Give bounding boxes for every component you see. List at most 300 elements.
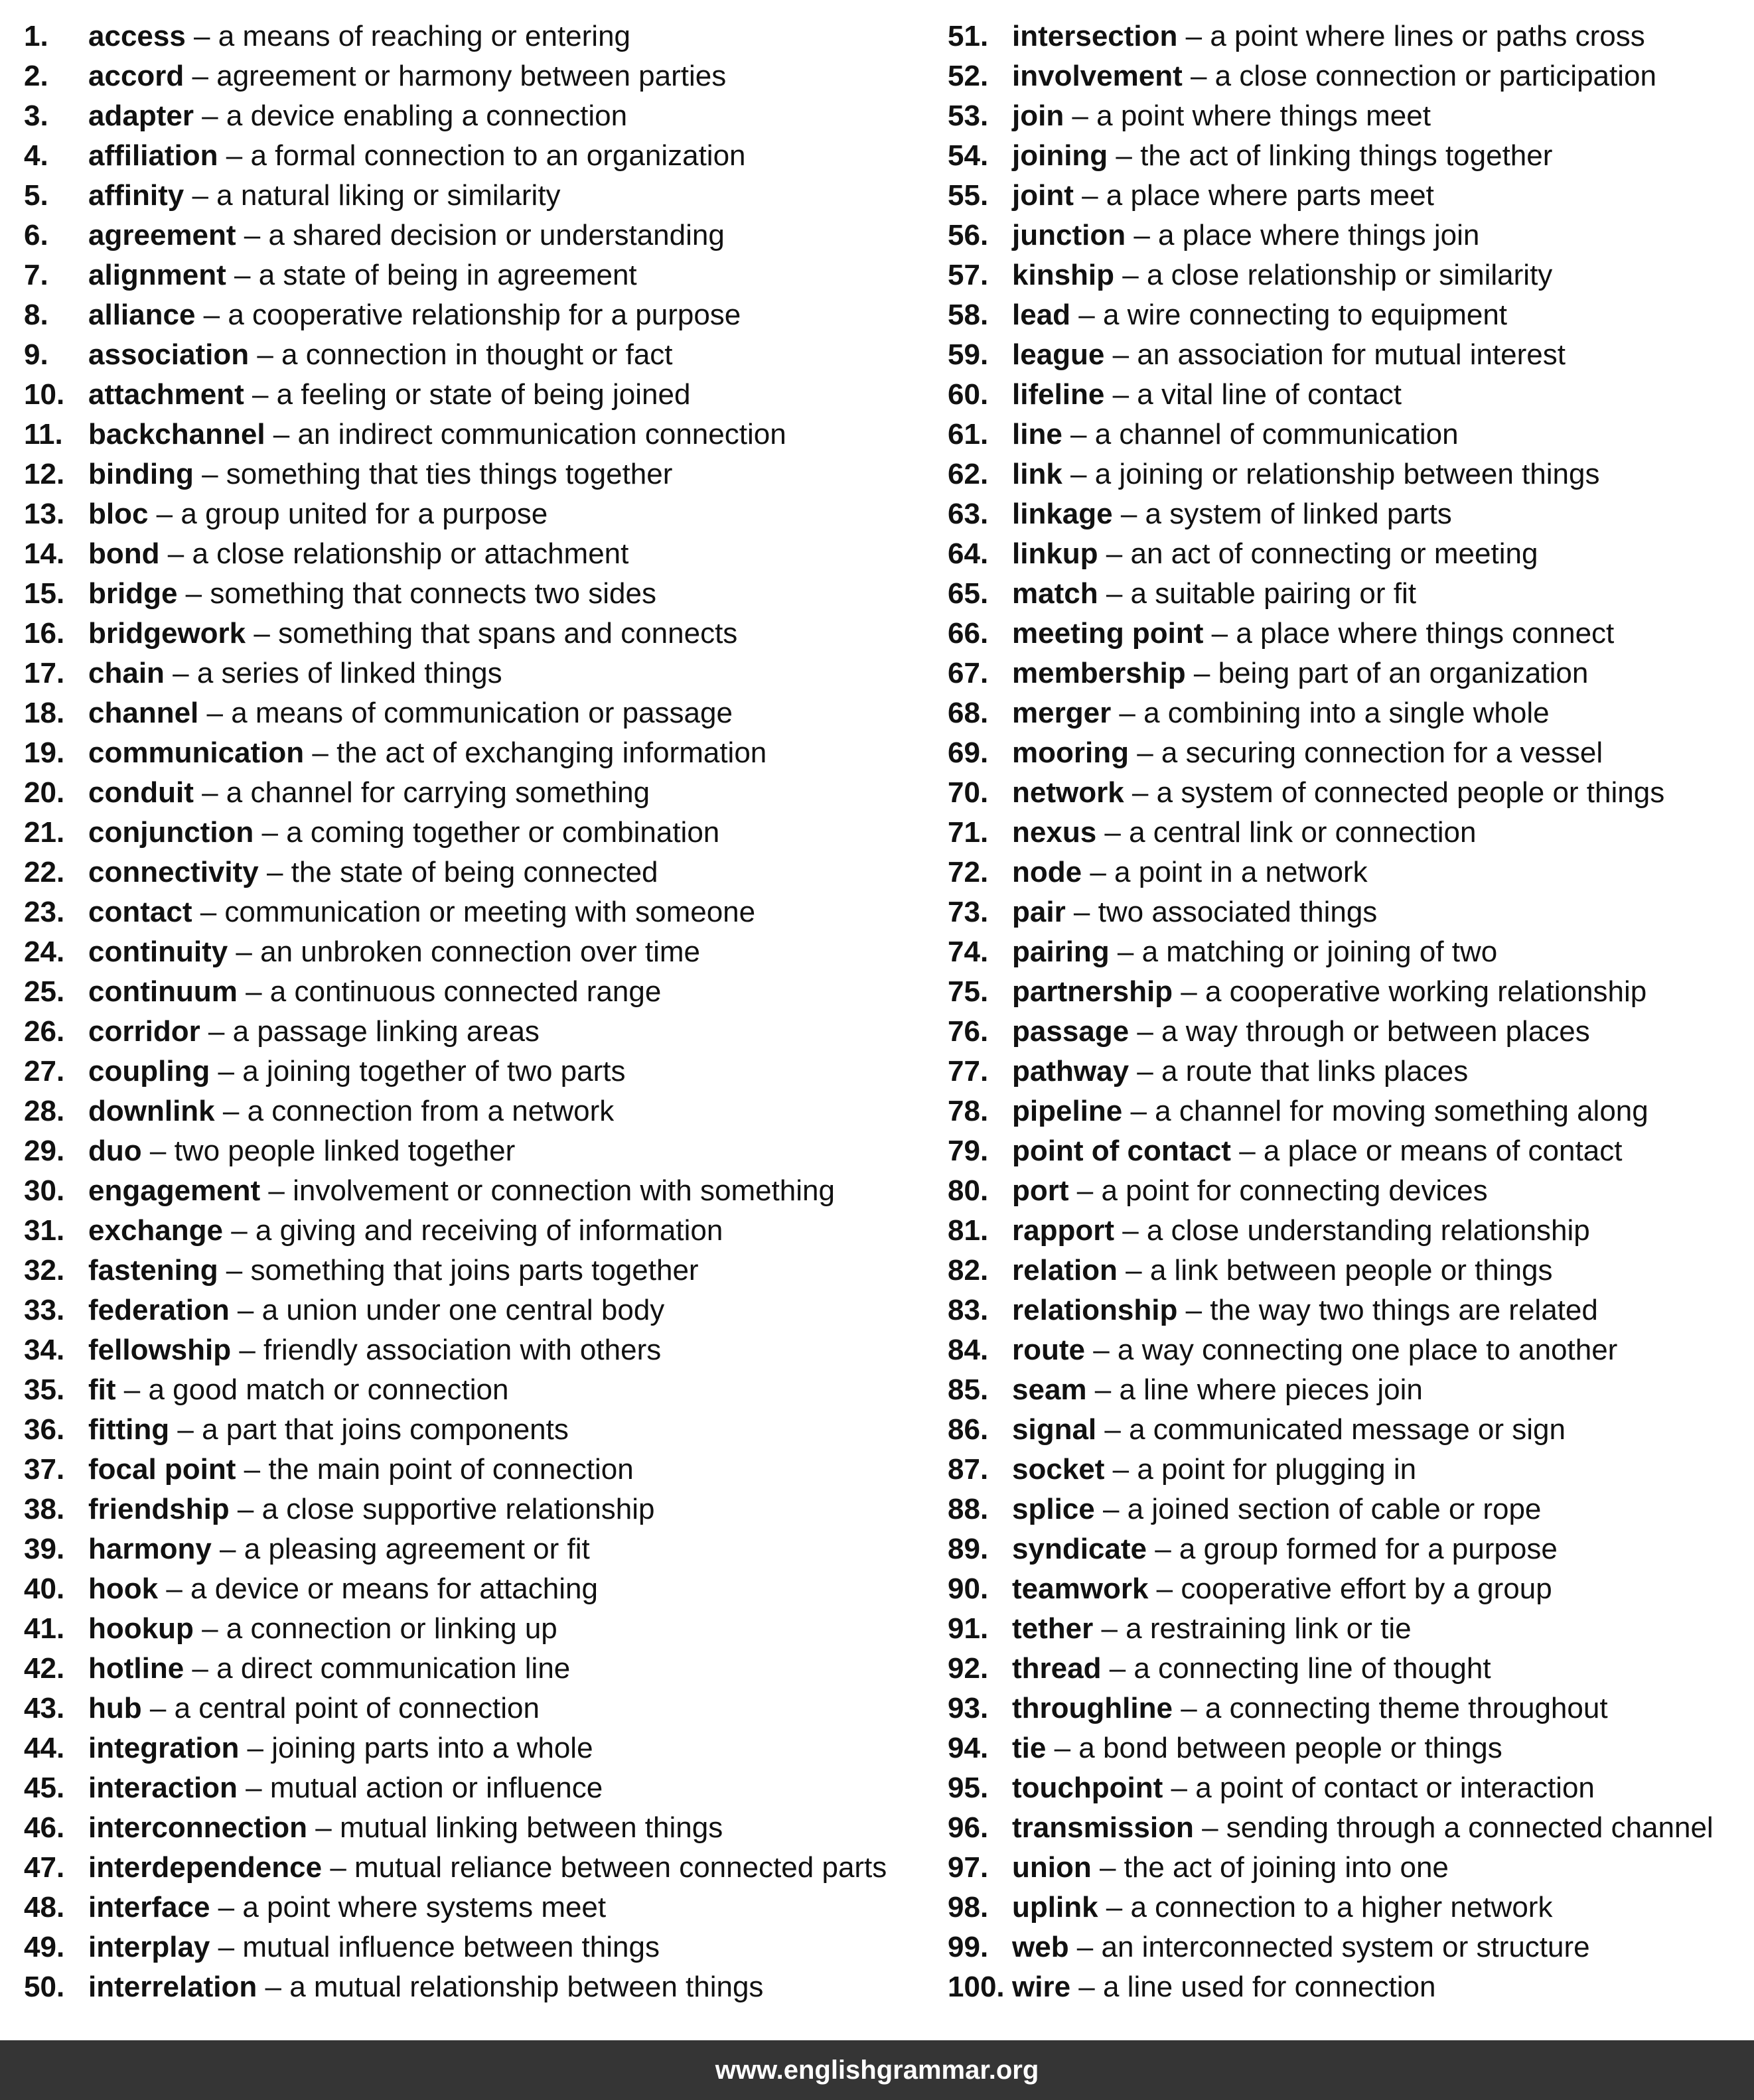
list-item <box>948 56 1754 96</box>
list-item <box>24 176 940 216</box>
item-term: affiliation <box>88 139 218 172</box>
item-separator: – <box>1230 1135 1264 1167</box>
item-term: lifeline <box>1012 378 1105 411</box>
item-separator: – <box>1112 498 1145 530</box>
item-number: 5. <box>24 179 48 212</box>
item-entry <box>1012 892 1377 932</box>
item-term: pair <box>1012 896 1066 928</box>
item-definition: a feeling or state of being joined <box>276 378 691 411</box>
list-item <box>24 1091 940 1131</box>
item-term: interplay <box>88 1931 210 1963</box>
item-separator: – <box>193 776 226 809</box>
list-item <box>948 136 1754 176</box>
item-separator: – <box>1091 1851 1124 1884</box>
item-number: 29. <box>24 1135 65 1167</box>
item-definition: a combining into a single whole <box>1143 697 1550 729</box>
item-separator: – <box>1104 378 1137 411</box>
item-number: 50. <box>24 1971 65 2003</box>
item-entry <box>88 534 628 574</box>
item-separator: – <box>1046 1732 1079 1764</box>
item-term: tether <box>1012 1612 1094 1645</box>
item-number: 81. <box>948 1214 989 1247</box>
list-item <box>24 1131 940 1171</box>
item-number: 97. <box>948 1851 989 1884</box>
item-entry <box>88 1131 515 1171</box>
item-term: binding <box>88 458 194 490</box>
item-separator: – <box>214 1095 248 1127</box>
item-separator: – <box>177 577 210 610</box>
item-term: harmony <box>88 1533 212 1565</box>
item-entry <box>1012 216 1479 255</box>
word-list-right-column <box>948 17 1754 2007</box>
item-entry <box>88 1490 655 1529</box>
item-term: uplink <box>1012 1891 1098 1924</box>
item-separator: – <box>1070 1971 1103 2003</box>
item-term: communication <box>88 736 305 769</box>
item-definition: mutual influence between things <box>242 1931 660 1963</box>
item-term: socket <box>1012 1453 1105 1486</box>
item-entry <box>1012 1888 1552 1927</box>
item-entry <box>88 375 690 415</box>
item-definition: two associated things <box>1098 896 1378 928</box>
item-entry <box>1012 1052 1468 1091</box>
item-separator: – <box>239 1732 272 1764</box>
item-term: contact <box>88 896 192 928</box>
list-item <box>948 1927 1754 1967</box>
item-number: 59. <box>948 338 989 371</box>
list-item <box>24 1888 940 1927</box>
list-item <box>24 1490 940 1529</box>
item-separator: – <box>193 458 226 490</box>
item-term: access <box>88 20 186 52</box>
item-definition: a way connecting one place to another <box>1117 1334 1618 1366</box>
item-definition: a close relationship or similarity <box>1146 259 1553 291</box>
list-item <box>24 1529 940 1569</box>
item-definition: a bond between people or things <box>1078 1732 1502 1764</box>
item-separator: – <box>185 20 218 52</box>
list-item <box>948 1490 1754 1529</box>
item-separator: – <box>304 736 337 769</box>
item-entry <box>88 96 627 136</box>
item-entry <box>88 335 673 375</box>
item-entry <box>1012 17 1645 56</box>
footer-banner <box>0 2040 1754 2100</box>
list-item <box>948 1091 1754 1131</box>
item-definition: a channel of communication <box>1094 418 1459 451</box>
item-entry <box>1012 375 1402 415</box>
item-term: interdependence <box>88 1851 323 1884</box>
item-number: 24. <box>24 936 65 968</box>
list-item <box>24 1052 940 1091</box>
item-definition: a connection in thought or fact <box>281 338 673 371</box>
item-number: 69. <box>948 736 989 769</box>
list-item <box>948 1211 1754 1251</box>
item-term: bond <box>88 537 160 570</box>
item-number: 54. <box>948 139 989 172</box>
item-number: 22. <box>24 856 65 888</box>
item-separator: – <box>1163 1772 1196 1804</box>
item-separator: – <box>115 1373 149 1406</box>
item-entry <box>1012 1171 1488 1211</box>
item-entry <box>1012 972 1646 1012</box>
item-entry <box>1012 136 1552 176</box>
item-entry <box>1012 335 1566 375</box>
item-definition: a system of connected people or things <box>1156 776 1665 809</box>
item-entry <box>88 1330 661 1370</box>
item-definition: a close supportive relationship <box>261 1493 655 1525</box>
item-number: 93. <box>948 1692 989 1724</box>
item-entry <box>88 176 561 216</box>
item-term: tie <box>1012 1732 1047 1764</box>
item-number: 57. <box>948 259 989 291</box>
item-separator: – <box>226 259 259 291</box>
item-definition: agreement or harmony between parties <box>216 60 727 92</box>
item-term: conduit <box>88 776 194 809</box>
item-number: 37. <box>24 1453 65 1486</box>
item-number: 11. <box>24 418 63 451</box>
list-item <box>24 1848 940 1888</box>
item-separator: – <box>1126 219 1159 251</box>
item-entry <box>88 1370 508 1410</box>
item-term: intersection <box>1012 20 1178 52</box>
item-separator: – <box>307 1811 340 1844</box>
item-term: teamwork <box>1012 1573 1149 1605</box>
item-separator: – <box>1073 179 1106 212</box>
list-item <box>948 534 1754 574</box>
item-number: 53. <box>948 100 989 132</box>
item-number: 62. <box>948 458 989 490</box>
item-separator: – <box>1109 936 1142 968</box>
item-entry <box>1012 813 1477 853</box>
item-definition: a continuous connected range <box>269 975 662 1008</box>
item-number: 28. <box>24 1095 65 1127</box>
item-definition: the main point of connection <box>268 1453 634 1486</box>
item-entry <box>1012 614 1614 654</box>
item-number: 72. <box>948 856 989 888</box>
item-separator: – <box>1193 1811 1226 1844</box>
item-entry <box>88 892 755 932</box>
item-entry <box>88 773 650 813</box>
item-separator: – <box>1129 1015 1162 1048</box>
item-entry <box>1012 1768 1595 1808</box>
item-term: web <box>1012 1931 1069 1963</box>
list-item <box>24 972 940 1012</box>
item-term: continuum <box>88 975 238 1008</box>
item-definition: a device or means for attaching <box>190 1573 598 1605</box>
list-item <box>24 375 940 415</box>
item-entry <box>88 1211 723 1251</box>
item-entry <box>1012 534 1538 574</box>
item-definition: a close understanding relationship <box>1146 1214 1590 1247</box>
item-number: 48. <box>24 1891 65 1924</box>
item-number: 96. <box>948 1811 989 1844</box>
list-item <box>948 892 1754 932</box>
item-separator: – <box>228 936 261 968</box>
item-separator: – <box>1129 1055 1161 1087</box>
item-definition: involvement or connection with something <box>293 1174 835 1207</box>
list-item <box>948 1171 1754 1211</box>
item-number: 35. <box>24 1373 65 1406</box>
list-item <box>24 1291 940 1330</box>
item-separator: – <box>237 975 270 1008</box>
item-separator: – <box>231 1334 264 1366</box>
item-term: link <box>1012 458 1062 490</box>
list-item <box>948 932 1754 972</box>
item-definition: a connection to a higher network <box>1130 1891 1553 1924</box>
item-entry <box>1012 1291 1598 1330</box>
item-entry <box>88 1569 598 1609</box>
item-separator: – <box>164 657 197 689</box>
item-definition: something that connects two sides <box>210 577 656 610</box>
list-item <box>948 853 1754 892</box>
item-term: pipeline <box>1012 1095 1123 1127</box>
item-number: 82. <box>948 1254 989 1287</box>
item-entry <box>1012 1927 1590 1967</box>
item-entry <box>88 693 733 733</box>
item-definition: a point for plugging in <box>1137 1453 1417 1486</box>
item-number: 23. <box>24 896 65 928</box>
item-definition: two people linked together <box>174 1135 516 1167</box>
item-term: adapter <box>88 100 194 132</box>
item-separator: – <box>1173 975 1205 1008</box>
item-term: coupling <box>88 1055 210 1087</box>
item-number: 36. <box>24 1413 65 1446</box>
item-entry <box>88 494 548 534</box>
item-term: fellowship <box>88 1334 232 1366</box>
list-item <box>948 335 1754 375</box>
item-separator: – <box>1068 1174 1102 1207</box>
item-number: 42. <box>24 1652 65 1685</box>
item-entry <box>1012 773 1664 813</box>
item-separator: – <box>1098 1891 1131 1924</box>
item-entry <box>88 1410 569 1450</box>
item-number: 85. <box>948 1373 989 1406</box>
list-item <box>24 654 940 693</box>
item-entry <box>1012 1689 1608 1728</box>
item-term: line <box>1012 418 1062 451</box>
list-item <box>24 295 940 335</box>
item-term: wire <box>1012 1971 1071 2003</box>
item-definition: a joining or relationship between things <box>1094 458 1600 490</box>
item-term: merger <box>1012 697 1112 729</box>
item-separator: – <box>184 179 217 212</box>
item-entry <box>1012 1410 1566 1450</box>
item-term: relation <box>1012 1254 1118 1287</box>
item-number: 45. <box>24 1772 65 1804</box>
item-entry <box>1012 455 1599 494</box>
item-number: 31. <box>24 1214 65 1247</box>
item-term: relationship <box>1012 1294 1178 1326</box>
item-separator: – <box>198 697 232 729</box>
item-number: 26. <box>24 1015 65 1048</box>
list-item <box>948 176 1754 216</box>
item-number: 47. <box>24 1851 65 1884</box>
item-term: point of contact <box>1012 1135 1231 1167</box>
item-definition: a way through or between places <box>1161 1015 1590 1048</box>
item-definition: a joining together of two parts <box>242 1055 626 1087</box>
item-number: 94. <box>948 1732 989 1764</box>
list-item <box>24 1967 940 2007</box>
item-definition: a shared decision or understanding <box>268 219 725 251</box>
item-separator: – <box>211 1533 244 1565</box>
item-definition: communication or meeting with someone <box>224 896 756 928</box>
list-item <box>24 574 940 614</box>
item-number: 86. <box>948 1413 989 1446</box>
item-number: 73. <box>948 896 989 928</box>
item-entry <box>88 455 672 494</box>
item-definition: an indirect communication connection <box>297 418 786 451</box>
item-definition: mutual reliance between connected parts <box>354 1851 887 1884</box>
item-number: 30. <box>24 1174 65 1207</box>
item-definition: a series of linked things <box>196 657 502 689</box>
item-term: continuity <box>88 936 228 968</box>
item-term: interaction <box>88 1772 238 1804</box>
item-separator: – <box>1124 776 1157 809</box>
item-definition: the state of being connected <box>291 856 658 888</box>
item-number: 1. <box>24 20 48 52</box>
list-item <box>948 1808 1754 1848</box>
item-separator: – <box>249 338 282 371</box>
item-entry <box>88 1967 763 2007</box>
item-number: 95. <box>948 1772 989 1804</box>
item-term: touchpoint <box>1012 1772 1163 1804</box>
item-entry <box>88 1808 723 1848</box>
item-number: 55. <box>948 179 989 212</box>
item-separator: – <box>1185 657 1218 689</box>
list-item <box>24 1728 940 1768</box>
item-separator: – <box>193 100 226 132</box>
item-separator: – <box>210 1055 243 1087</box>
item-separator: – <box>222 1214 256 1247</box>
item-definition: a passage linking areas <box>232 1015 540 1048</box>
item-definition: a point of contact or interaction <box>1195 1772 1595 1804</box>
item-number: 46. <box>24 1811 65 1844</box>
item-number: 74. <box>948 936 989 968</box>
item-entry <box>88 1052 625 1091</box>
list-item <box>24 733 940 773</box>
item-term: port <box>1012 1174 1069 1207</box>
item-separator: – <box>1182 60 1215 92</box>
item-definition: a coming together or combination <box>286 816 720 849</box>
item-entry <box>1012 415 1459 455</box>
item-term: splice <box>1012 1493 1095 1525</box>
item-definition: a route that links places <box>1161 1055 1469 1087</box>
item-definition: a connection from a network <box>247 1095 615 1127</box>
item-term: lead <box>1012 299 1071 331</box>
list-item <box>24 1569 940 1609</box>
item-separator: – <box>1096 816 1130 849</box>
item-term: fitting <box>88 1413 170 1446</box>
item-number: 84. <box>948 1334 989 1366</box>
item-entry <box>1012 1211 1590 1251</box>
item-separator: – <box>1086 1373 1120 1406</box>
item-separator: – <box>254 816 287 849</box>
item-definition: a cooperative relationship for a purpose <box>228 299 741 331</box>
item-term: friendship <box>88 1493 230 1525</box>
item-separator: – <box>229 1493 262 1525</box>
item-separator: – <box>148 498 181 530</box>
item-number: 25. <box>24 975 65 1008</box>
item-term: hookup <box>88 1612 194 1645</box>
item-number: 21. <box>24 816 65 849</box>
item-entry <box>1012 176 1434 216</box>
item-number: 76. <box>948 1015 989 1048</box>
item-separator: – <box>1098 537 1131 570</box>
item-entry <box>88 17 630 56</box>
list-item <box>948 1609 1754 1649</box>
item-separator: – <box>1096 1413 1130 1446</box>
item-number: 6. <box>24 219 48 251</box>
item-separator: – <box>218 139 251 172</box>
item-definition: a place where things join <box>1158 219 1480 251</box>
item-separator: – <box>159 537 192 570</box>
item-entry <box>1012 255 1552 295</box>
item-separator: – <box>1094 1493 1128 1525</box>
item-definition: an unbroken connection over time <box>260 936 700 968</box>
item-definition: a line used for connection <box>1102 1971 1436 2003</box>
list-item <box>948 972 1754 1012</box>
item-term: partnership <box>1012 975 1173 1008</box>
list-item <box>948 1012 1754 1052</box>
item-term: hotline <box>88 1652 184 1685</box>
list-item <box>24 136 940 176</box>
item-separator: – <box>1065 896 1098 928</box>
item-definition: a natural liking or similarity <box>216 179 561 212</box>
item-term: rapport <box>1012 1214 1114 1247</box>
item-term: channel <box>88 697 199 729</box>
item-number: 75. <box>948 975 989 1008</box>
item-number: 65. <box>948 577 989 610</box>
item-definition: a securing connection for a vessel <box>1161 736 1603 769</box>
item-term: nexus <box>1012 816 1097 849</box>
item-term: focal point <box>88 1453 236 1486</box>
item-entry <box>88 654 502 693</box>
item-number: 10. <box>24 378 65 411</box>
list-item <box>24 1410 940 1450</box>
item-separator: – <box>184 1652 217 1685</box>
item-term: conjunction <box>88 816 254 849</box>
item-term: exchange <box>88 1214 223 1247</box>
item-term: membership <box>1012 657 1186 689</box>
item-term: affinity <box>88 179 184 212</box>
list-item <box>948 216 1754 255</box>
item-separator: – <box>158 1573 191 1605</box>
item-entry <box>1012 56 1656 96</box>
item-definition: a place where parts meet <box>1106 179 1434 212</box>
list-item <box>948 96 1754 136</box>
item-definition: an interconnected system or structure <box>1101 1931 1590 1963</box>
item-separator: – <box>1104 338 1137 371</box>
item-number: 91. <box>948 1612 989 1645</box>
list-item <box>24 17 940 56</box>
item-definition: a restraining link or tie <box>1126 1612 1412 1645</box>
item-separator: – <box>265 418 298 451</box>
item-number: 20. <box>24 776 65 809</box>
list-item <box>948 1569 1754 1609</box>
item-definition: a means of reaching or entering <box>218 20 631 52</box>
item-separator: – <box>1172 1692 1205 1724</box>
item-number: 71. <box>948 816 989 849</box>
item-number: 8. <box>24 299 48 331</box>
item-definition: an association for mutual interest <box>1137 338 1566 371</box>
item-term: league <box>1012 338 1105 371</box>
list-item <box>948 375 1754 415</box>
item-term: pathway <box>1012 1055 1130 1087</box>
item-term: network <box>1012 776 1124 809</box>
item-number: 99. <box>948 1931 989 1963</box>
item-definition: a state of being in agreement <box>258 259 637 291</box>
item-number: 52. <box>948 60 989 92</box>
